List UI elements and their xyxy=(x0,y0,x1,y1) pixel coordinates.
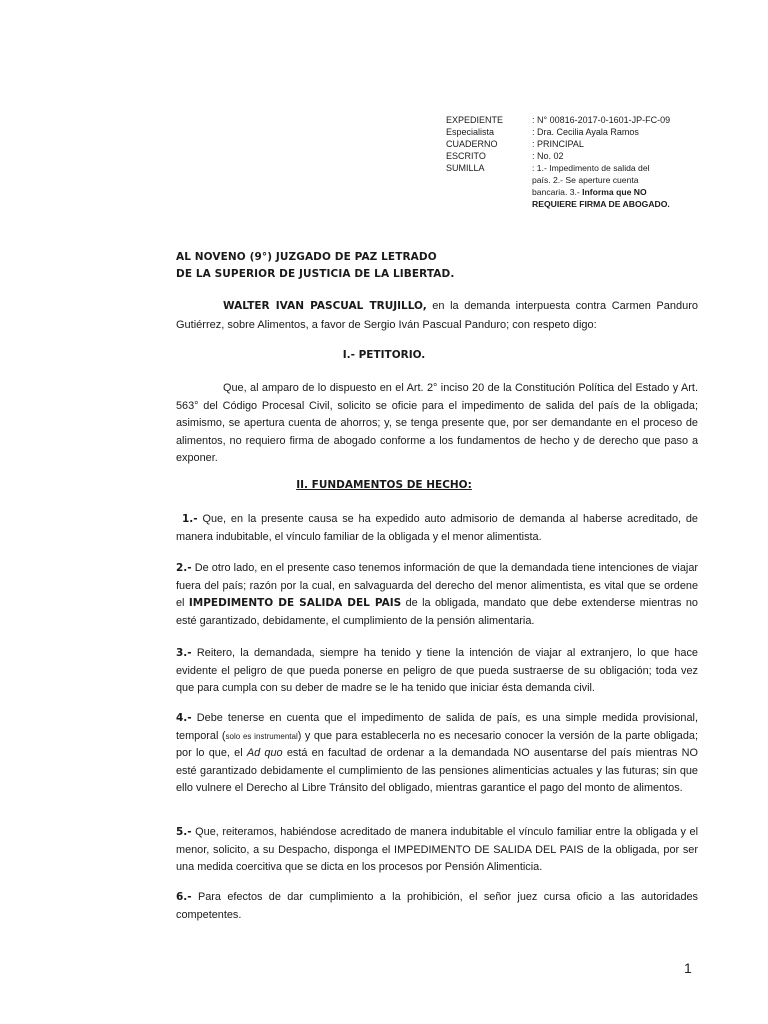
paragraph-number: 2.- xyxy=(176,562,192,574)
paragraph-number: 3.- xyxy=(176,647,192,659)
meta-label: EXPEDIENTE xyxy=(446,115,504,125)
meta-value: : N° 00816-2017-0-1601-JP-FC-09 xyxy=(532,115,671,125)
italic-text: Ad quo xyxy=(246,747,283,760)
section-title-fundamentos: II. FUNDAMENTOS DE HECHO: xyxy=(296,479,472,491)
paragraph-text: Que, reiteramos, habiéndose acreditado de manera indubitable el vínculo familiar entre la obligada y el menor, solicito, a su Despacho, disponga el IMPEDIMENTO DE SALIDA DEL PAIS de la obligada, por ser una medida coercitiva que se dicta en los procesos por Pensión Alimenticia. xyxy=(176,826,698,874)
paragraph-number: 5.- xyxy=(176,826,192,838)
petitorio-paragraph xyxy=(176,380,698,468)
fact-paragraph-4 xyxy=(176,710,698,798)
meta-label: Especialista xyxy=(446,127,495,137)
paragraph-number: 6.- xyxy=(176,891,192,903)
petitorio-text: Que, al amparo de lo dispuesto en el Art. 2° inciso 20 de la Constitución Política del Estado y Art. 563° del Código Procesal Civil, solicito se oficie para el impedimento de salida del país de la obligada; asimismo, se apertura cuenta de ahorros; y, se tenga presente que, por ser demandante en el proceso de alimentos, no requiero firma de abogado conforme a los fundamentos de hecho y de derecho que paso a exponer. xyxy=(176,382,698,465)
fact-paragraph-3 xyxy=(176,645,698,698)
paragraph-number: 4.- xyxy=(176,712,192,724)
meta-value: : PRINCIPAL xyxy=(532,139,584,149)
meta-label: SUMILLA xyxy=(446,163,485,173)
sumilla-line-bold: Informa que NO xyxy=(582,187,647,197)
emphasis-text: IMPEDIMENTO DE SALIDA DEL PAIS xyxy=(188,597,402,610)
fact-paragraph-2 xyxy=(176,560,698,630)
meta-label: ESCRITO xyxy=(446,151,486,161)
small-text: solo es instrumental xyxy=(225,731,298,741)
paragraph-text: Para efectos de dar cumplimiento a la prohibición, el señor juez cursa oficio a las autoridades competentes. xyxy=(176,891,698,921)
sumilla-text xyxy=(532,162,726,210)
paragraph-text: Debe tenerse en cuenta que el impedimento de salida de país, es una simple medida provisional, temporal ( xyxy=(176,712,698,742)
section-title-petitorio: I.- PETITORIO. xyxy=(342,349,426,361)
case-metadata xyxy=(446,114,726,210)
paragraph-text: Que, en la presente causa se ha expedido auto admisorio de demanda al haberse acreditado, de manera indubitable, el vínculo familiar de la obligada y el menor alimentista. xyxy=(176,513,698,543)
fact-paragraph-6 xyxy=(176,889,698,924)
addressee-line: DE LA SUPERIOR DE JUSTICIA DE LA LIBERTAD. xyxy=(176,268,455,280)
paragraph-text: de la obligada, mandato que debe extenderse mientras no esté garantizado, debidamente, el cumplimiento de la pensión alimentaria. xyxy=(176,597,698,627)
meta-row-cuaderno xyxy=(446,138,726,150)
meta-value: : No. 02 xyxy=(532,151,564,161)
addressee xyxy=(176,249,596,283)
page-number: 1 xyxy=(684,960,692,976)
paragraph-text: Reitero, la demandada, siempre ha tenido y tiene la intención de viajar al extranjero, lo que hace evidente el peligro de que pueda ponerse en peligro de que pueda sustraerse de su obligación; toda vez que para cumpla con su deber de madre se le ha tenido que iniciar ésta demanda civil. xyxy=(176,647,698,695)
paragraph-number: 1.- xyxy=(182,513,198,525)
paragraph-text: ) y que para establecerla no es necesario conocer la versión de la parte obligada; por lo que, el xyxy=(176,729,698,760)
paragraph-text: De otro lado, en el presente caso tenemos información de que la demandada tiene intenciones de viajar fuera del país; razón por la cual, en salvaguarda del derecho del menor alimentista, es vital que se ordene el xyxy=(176,562,698,610)
meta-row-sumilla xyxy=(446,162,726,210)
meta-row-expediente xyxy=(446,114,726,126)
sumilla-line-bold: REQUIERE FIRMA DE ABOGADO. xyxy=(532,199,670,209)
sumilla-line: país. 2.- Se aperture cuenta xyxy=(532,175,639,185)
sumilla-line: bancaria. 3.- xyxy=(532,187,583,197)
paragraph-text: está en facultad de ordenar a la demandada NO ausentarse del país mientras NO esté garantizado debidamente el cumplimiento de las pensiones alimenticias actuales y las futuras; sin que ello vulnere el Derecho al Libre Tránsito del obligado, mientras garantice el pago del monto de alimentos. xyxy=(176,747,698,795)
intro-text: en la demanda interpuesta contra Carmen Panduro Gutiérrez, sobre Alimentos, a favor de Sergio Iván Pascual Panduro; con respeto digo: xyxy=(176,300,698,331)
intro-paragraph xyxy=(176,297,698,334)
petitioner-name: WALTER IVAN PASCUAL TRUJILLO, xyxy=(223,300,427,312)
meta-row-escrito xyxy=(446,150,726,162)
addressee-line: AL NOVENO (9°) JUZGADO DE PAZ LETRADO xyxy=(176,251,437,263)
fact-paragraph-1 xyxy=(176,511,698,546)
sumilla-line: : 1.- Impedimento de salida del xyxy=(532,163,650,173)
meta-row-especialista xyxy=(446,126,726,138)
fact-paragraph-5 xyxy=(176,824,698,877)
meta-label: CUADERNO xyxy=(446,139,498,149)
meta-value: : Dra. Cecilia Ayala Ramos xyxy=(532,127,639,137)
